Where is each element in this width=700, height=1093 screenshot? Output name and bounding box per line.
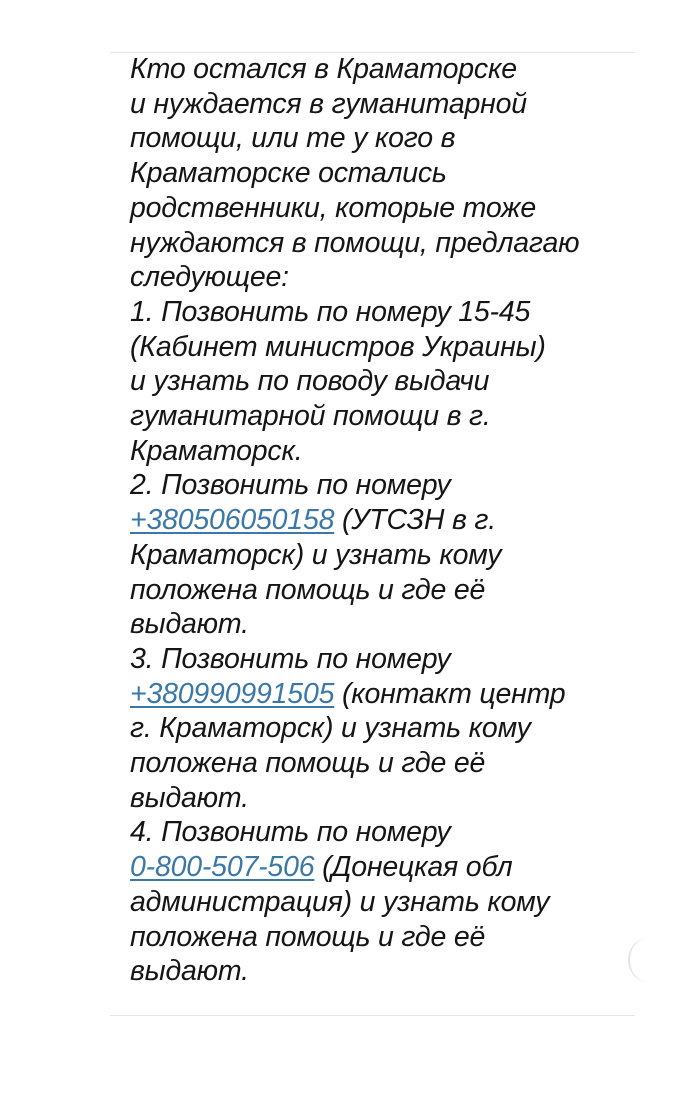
phone-link-utszn[interactable]: +380506050158 <box>130 504 335 537</box>
step3-heading: 3. Позвонить по номеру <box>130 642 451 675</box>
step2-line: Краматорск) и узнать кому <box>130 538 502 571</box>
step2-line: выдают. <box>130 608 249 641</box>
intro-line: Кто остался в Краматорске <box>130 53 517 85</box>
step3-line: выдают. <box>130 781 249 814</box>
step3-line: г. Краматорск) и узнать кому <box>130 712 531 745</box>
scroll-edge-indicator <box>628 938 668 982</box>
step2-line: положена помощь и где её <box>130 573 486 606</box>
step2-phone-line <box>130 503 610 538</box>
step4-line: выдают. <box>130 955 249 988</box>
message-body <box>130 52 610 989</box>
step4-phone-line <box>130 850 610 885</box>
intro-line: нуждаются в помощи, предлагаю <box>130 226 580 259</box>
step3-phone-suffix: (контакт центр <box>334 677 566 710</box>
bottom-divider <box>110 1015 635 1016</box>
step3-line: положена помощь и где её <box>130 747 486 780</box>
step1-line: Краматорск. <box>130 434 303 467</box>
step1-line: (Кабинет министров Украины) <box>130 330 546 363</box>
step2-phone-suffix: (УТСЗН в г. <box>334 504 496 537</box>
step4-heading: 4. Позвонить по номеру <box>130 816 451 849</box>
intro-line: родственники, которые тоже <box>130 191 536 224</box>
step4-phone-suffix: (Донецкая обл <box>314 851 513 884</box>
intro-line: помощи, или те у кого в <box>130 122 456 155</box>
step1-line: 1. Позвонить по номеру 15-45 <box>130 295 531 328</box>
intro-line: следующее: <box>130 261 289 294</box>
step2-heading: 2. Позвонить по номеру <box>130 469 451 502</box>
step4-line: положена помощь и где её <box>130 920 486 953</box>
intro-line: и нуждается в гуманитарной <box>130 87 527 120</box>
phone-link-contact-center[interactable]: +380990991505 <box>130 677 335 710</box>
step4-line: администрация) и узнать кому <box>130 885 550 918</box>
phone-link-donetsk-admin[interactable]: 0-800-507-506 <box>130 851 315 884</box>
step1-line: гуманитарной помощи в г. <box>130 400 491 433</box>
intro-line: Краматорске остались <box>130 157 447 190</box>
step1-line: и узнать по поводу выдачи <box>130 365 490 398</box>
step3-phone-line <box>130 677 610 712</box>
